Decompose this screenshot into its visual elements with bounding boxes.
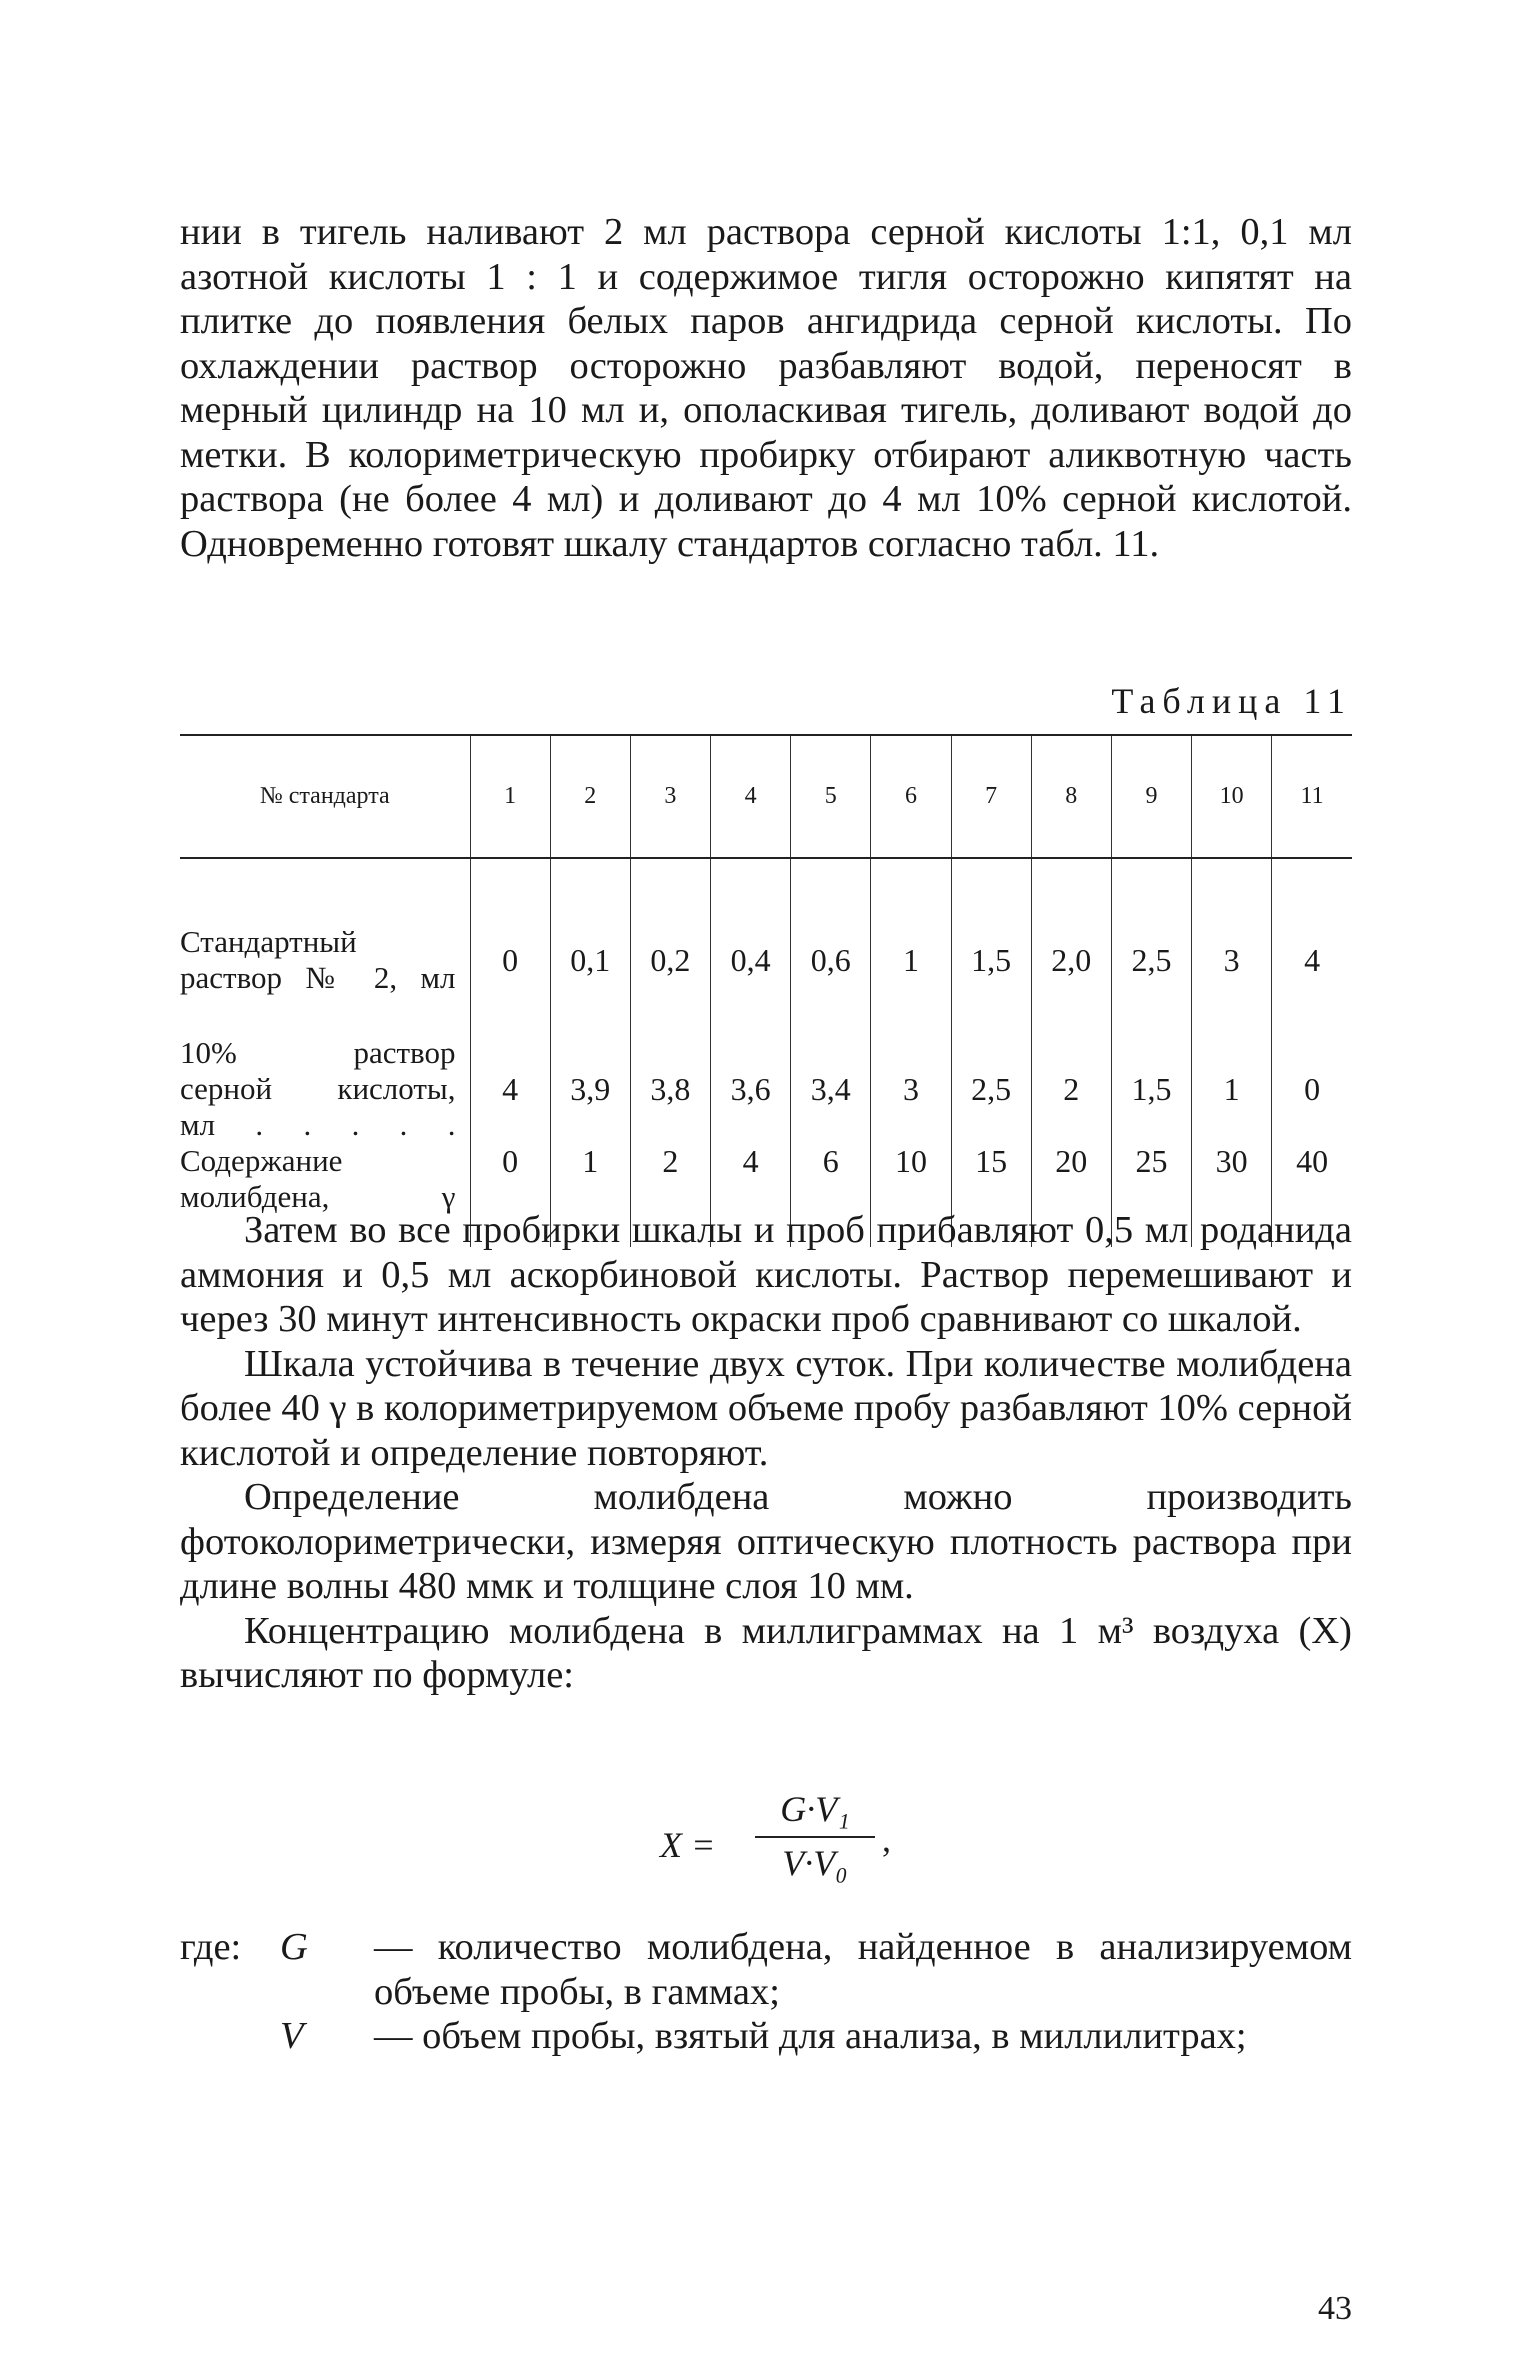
table-caption: Таблица 11 bbox=[1111, 681, 1352, 721]
table-row bbox=[180, 858, 1352, 1035]
table-row bbox=[180, 1035, 1352, 1143]
table-cell: 2 bbox=[1031, 1035, 1111, 1143]
page-number: 43 bbox=[1318, 2290, 1352, 2327]
table-cell: 0 bbox=[470, 858, 550, 1035]
formula-denominator: V·V₀ bbox=[782, 1843, 848, 1883]
definition-text: — объем пробы, взятый для анализа, в миллилитрах; bbox=[374, 2015, 1247, 2057]
definition-symbol: G bbox=[280, 1926, 308, 1968]
variable-definitions bbox=[180, 1925, 1352, 2059]
table-cell: 2,0 bbox=[1031, 858, 1111, 1035]
table-cell: 3,4 bbox=[791, 1035, 871, 1143]
table-cell: 3 bbox=[871, 1035, 951, 1143]
definition-item bbox=[180, 2014, 1352, 2059]
header-standard: 8 bbox=[1031, 735, 1111, 858]
definition-text: — количество молибдена, найденное в анализируемом объеме пробы, в гаммах; bbox=[374, 1926, 1352, 2013]
table-cell: 10 bbox=[871, 1143, 951, 1247]
table-cell: 25 bbox=[1111, 1143, 1191, 1247]
table-cell: 3,8 bbox=[630, 1035, 710, 1143]
table-cell: 1 bbox=[550, 1143, 630, 1247]
formula-lhs: X = bbox=[660, 1825, 716, 1865]
table-cell: 4 bbox=[1272, 858, 1352, 1035]
intro-text bbox=[180, 210, 1352, 566]
table-cell: 1 bbox=[1192, 1035, 1272, 1143]
table-cell: 3 bbox=[1192, 858, 1272, 1035]
table-cell: 20 bbox=[1031, 1143, 1111, 1247]
header-standard: 6 bbox=[871, 735, 951, 858]
paragraph-photocolorimetry: Определение молибдена можно производить фотоколориметрически, измеряя оптическую плотность раствора при длине волны 480 ммк и толщине слоя 10 мм. bbox=[180, 1476, 1352, 1607]
table-cell: 1,5 bbox=[951, 858, 1031, 1035]
table-cell: 6 bbox=[791, 1143, 871, 1247]
table-cell: 2 bbox=[630, 1143, 710, 1247]
definition-item bbox=[180, 1925, 1352, 2014]
paragraph-stability: Шкала устойчива в течение двух суток. При количестве молибдена более 40 γ в колориметрируемом объеме пробу разбавляют 10% серной кислотой и определение повторяют. bbox=[180, 1342, 1352, 1474]
formula-numerator: G·V₁ bbox=[780, 1789, 850, 1829]
table-cell: 4 bbox=[470, 1035, 550, 1143]
table-cell: 3,6 bbox=[711, 1035, 791, 1143]
table-cell: 4 bbox=[711, 1143, 791, 1247]
table-cell: 0 bbox=[1272, 1035, 1352, 1143]
table-header-row bbox=[180, 735, 1352, 858]
formula-comma: , bbox=[882, 1819, 891, 1859]
header-standard: 9 bbox=[1111, 735, 1191, 858]
table-cell: 15 bbox=[951, 1143, 1031, 1247]
table-cell: 40 bbox=[1272, 1143, 1352, 1247]
table-cell: 0,1 bbox=[550, 858, 630, 1035]
header-standard: 1 bbox=[470, 735, 550, 858]
paragraph-concentration: Концентрацию молибдена в миллиграммах на 1 м³ воздуха (X) вычисляют по формуле: bbox=[180, 1609, 1352, 1696]
table-cell: 1 bbox=[871, 858, 951, 1035]
row-label: Стандартный раствор № 2, мл bbox=[180, 924, 456, 995]
header-standard: 3 bbox=[630, 735, 710, 858]
table-cell: 2,5 bbox=[951, 1035, 1031, 1143]
table-cell: 3,9 bbox=[550, 1035, 630, 1143]
header-standard: 4 bbox=[711, 735, 791, 858]
header-standard: 7 bbox=[951, 735, 1031, 858]
definition-symbol: V bbox=[280, 2015, 304, 2057]
body-text bbox=[180, 1208, 1352, 1698]
header-label: № стандарта bbox=[180, 735, 470, 858]
header-standard: 11 bbox=[1272, 735, 1352, 858]
row-label: 10% раствор серной кислоты, мл . . . . . bbox=[180, 1035, 456, 1142]
paragraph-reagents: Затем во все пробирки шкалы и проб прибавляют 0,5 мл роданида аммония и 0,5 мл аскорбиновой кислоты. Раствор перемешивают и через 30 минут интенсивность окраски проб сравнивают со шкалой. bbox=[180, 1209, 1352, 1340]
table-cell: 0,2 bbox=[630, 858, 710, 1035]
table-cell: 30 bbox=[1192, 1143, 1272, 1247]
table-cell: 2,5 bbox=[1111, 858, 1191, 1035]
fraction-bar bbox=[755, 1836, 875, 1838]
row-label: Содержание молибдена, γ bbox=[180, 1143, 456, 1214]
table-cell: 0,4 bbox=[711, 858, 791, 1035]
table-cell: 0,6 bbox=[791, 858, 871, 1035]
table-cell: 1,5 bbox=[1111, 1035, 1191, 1143]
header-standard: 5 bbox=[791, 735, 871, 858]
standards-table bbox=[180, 734, 1352, 1247]
paragraph-procedure: нии в тигель наливают 2 мл раствора серной кислоты 1:1, 0,1 мл азотной кислоты 1 : 1 и содержимое тигля осторожно кипятят на плитке до появления белых паров ангидрида серной кислоты. По охлаждении раствор осторожно разбавляют водой, переносят в мерный цилиндр на 10 мл и, ополаскивая тигель, доливают водой до метки. В колориметрическую пробирку отбирают аликвотную часть раствора (не более 4 мл) и доливают до 4 мл 10% серной кислотой. Одновременно готовят шкалу стандартов согласно табл. 11. bbox=[180, 211, 1352, 565]
where-label: где: bbox=[180, 1926, 242, 1968]
header-standard: 10 bbox=[1192, 735, 1272, 858]
header-standard: 2 bbox=[550, 735, 630, 858]
table-cell: 0 bbox=[470, 1143, 550, 1247]
